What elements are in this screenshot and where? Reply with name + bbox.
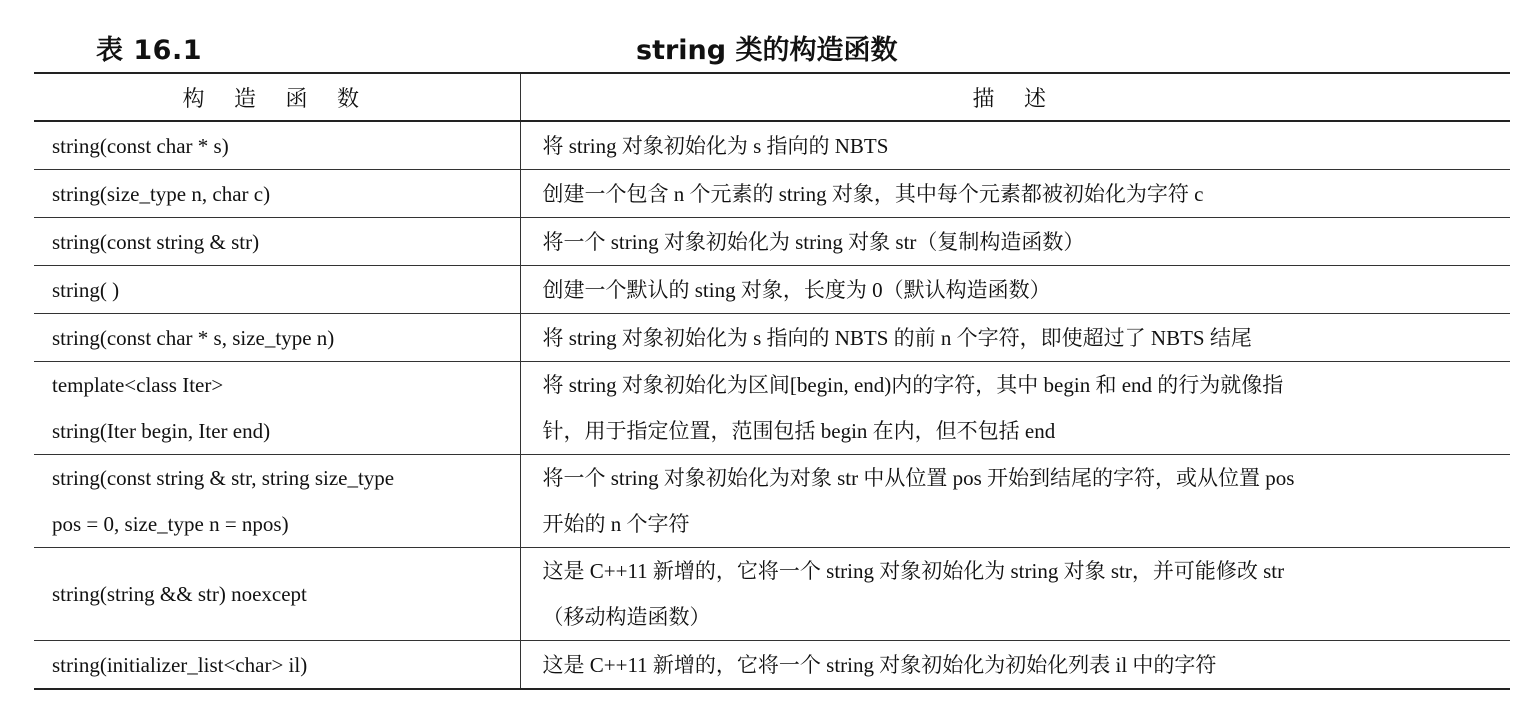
cell-line: string(const char * s) [52,133,229,158]
table-title: string 类的构造函数 [636,35,898,66]
table-row [34,121,1510,170]
table-row [34,362,1510,455]
table-row [34,314,1510,362]
constructors-table [34,72,1510,690]
cell-line: 将一个 string 对象初始化为对象 str 中从位置 pos 开始到结尾的字符，或从位置 pos [542,466,1295,490]
cell-line: string(const char * s, size_type n) [52,325,335,350]
cell-line: 将一个 string 对象初始化为 string 对象 str（复制构造函数） [542,229,1085,254]
cell-line: 创建一个默认的 sting 对象，长度为 0（默认构造函数） [542,277,1051,302]
description-cell [520,121,1510,170]
constructor-cell [34,455,520,548]
description-cell [520,314,1510,362]
cell-line: 这是 C++11 新增的，它将一个 string 对象初始化为初始化列表 il 中的字符 [542,652,1217,677]
description-cell [520,362,1510,455]
cell-line: pos = 0, size_type n = npos) [52,512,289,536]
constructor-cell [34,362,520,455]
header-constructor: 构 造 函 数 [34,73,520,121]
cell-line: string(const string & str) [52,229,260,254]
table-caption [0,22,1530,70]
description-cell [520,218,1510,266]
cell-line: 这是 C++11 新增的，它将一个 string 对象初始化为 string 对象 str，并可能修改 str [542,559,1285,583]
cell-line: （移动构造函数） [542,605,711,629]
cell-line: string(const string & str, string size_type [52,466,395,490]
cell-line: string(size_type n, char c) [52,181,271,206]
constructor-cell [34,548,520,641]
table-row [34,641,1510,690]
table-header-row [34,73,1510,121]
cell-line: template<class Iter> [52,373,224,397]
cell-line: string(string && str) noexcept [52,582,307,606]
cell-line: string(initializer_list<char> il) [52,652,308,677]
constructor-cell [34,314,520,362]
cell-line: 将 string 对象初始化为 s 指向的 NBTS [542,133,889,158]
header-description: 描 述 [520,73,1510,121]
table-row [34,218,1510,266]
description-cell [520,548,1510,641]
cell-line: 将 string 对象初始化为 s 指向的 NBTS 的前 n 个字符，即使超过了 NBTS 结尾 [542,325,1252,350]
constructor-cell [34,170,520,218]
description-cell [520,170,1510,218]
cell-line: 开始的 n 个字符 [542,512,690,536]
constructor-cell [34,121,520,170]
table-row [34,455,1510,548]
constructor-cell [34,266,520,314]
table-row [34,170,1510,218]
table-number: 表 16.1 [96,35,203,66]
table-row [34,266,1510,314]
cell-line: string( ) [52,277,120,302]
cell-line: 将 string 对象初始化为区间[begin, end)内的字符，其中 begin 和 end 的行为就像指 [542,373,1284,397]
table-row [34,548,1510,641]
description-cell [520,266,1510,314]
cell-line: 创建一个包含 n 个元素的 string 对象，其中每个元素都被初始化为字符 c [542,181,1204,206]
description-cell [520,455,1510,548]
constructor-cell [34,218,520,266]
constructor-cell [34,641,520,690]
cell-line: 针，用于指定位置，范围包括 begin 在内，但不包括 end [542,419,1056,443]
cell-line: string(Iter begin, Iter end) [52,419,271,443]
description-cell [520,641,1510,690]
